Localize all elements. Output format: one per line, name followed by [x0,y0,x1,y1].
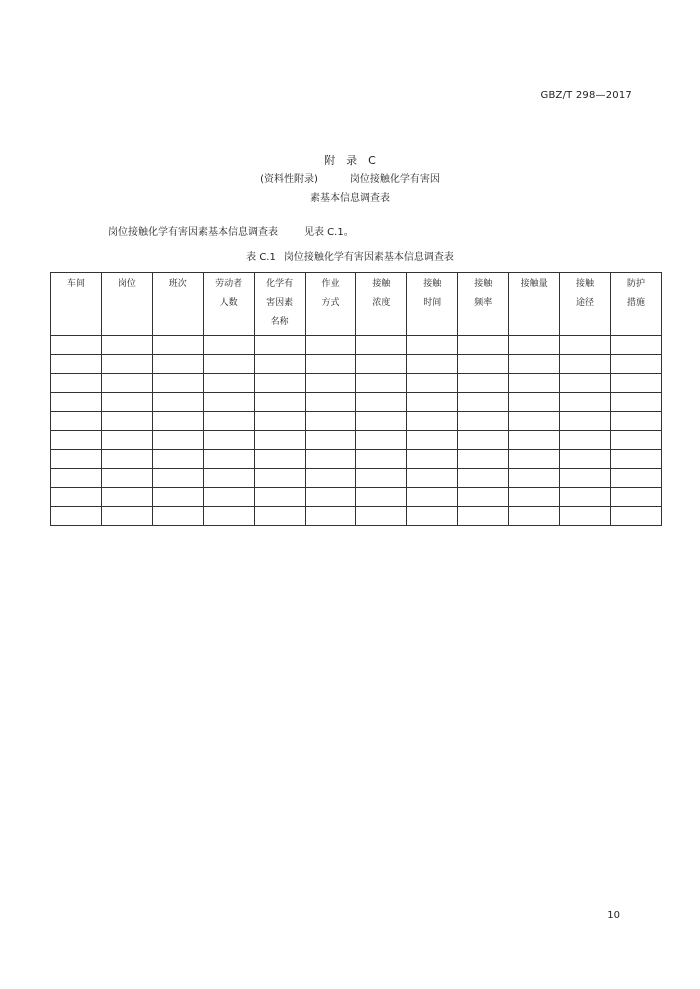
table-cell [356,450,407,469]
header-cell: 接触 频率 [458,273,509,336]
table-cell [509,450,560,469]
table-cell [254,374,305,393]
table-cell [509,355,560,374]
page-number: 10 [607,910,620,921]
table-cell [101,488,152,507]
table-cell [305,355,356,374]
table-row [51,336,662,355]
table-cell [305,431,356,450]
table-cell [560,412,611,431]
table-cell [509,412,560,431]
table-cell [305,507,356,526]
table-cell [407,412,458,431]
header-cell: 车间 [51,273,102,336]
table-cell [152,507,203,526]
table-cell [458,450,509,469]
table-cell [560,488,611,507]
table-cell [407,488,458,507]
table-cell [152,469,203,488]
survey-table [50,272,662,526]
table-cell [203,488,254,507]
table-cell [254,450,305,469]
table-cell [509,488,560,507]
table-row [51,450,662,469]
table-cell [305,488,356,507]
table-cell [610,507,661,526]
table-cell [305,336,356,355]
table-cell [458,393,509,412]
table-cell [51,488,102,507]
table-caption [0,248,700,263]
table-cell [152,450,203,469]
table-cell [254,412,305,431]
table-cell [407,469,458,488]
header-cell: 接触 途径 [560,273,611,336]
table-cell [152,336,203,355]
table-cell [152,431,203,450]
table-cell [560,355,611,374]
table-cell [356,355,407,374]
table-cell [51,469,102,488]
table-body [51,336,662,526]
table-cell [509,507,560,526]
table-cell [51,431,102,450]
table-cell [305,450,356,469]
table-cell [356,336,407,355]
table-cell [305,393,356,412]
table-cell [101,355,152,374]
table-cell [356,374,407,393]
table-cell [407,393,458,412]
table-cell [610,393,661,412]
table-cell [610,412,661,431]
table-cell [101,374,152,393]
annex-name-part1: 岗位接触化学有害因 [349,174,440,185]
table-cell [407,374,458,393]
table-row [51,431,662,450]
table-cell [610,431,661,450]
table-cell [101,450,152,469]
table-cell [458,488,509,507]
table-cell [560,507,611,526]
header-cell: 接触量 [509,273,560,336]
table-caption-number: 表 C.1 [246,252,276,263]
table-cell [101,431,152,450]
table-cell [51,374,102,393]
table-cell [356,412,407,431]
standard-code: GBZ/T 298—2017 [540,90,632,101]
table-cell [560,450,611,469]
table-cell [152,488,203,507]
table-cell [610,450,661,469]
table-cell [458,412,509,431]
table-cell [254,469,305,488]
table-cell [509,393,560,412]
header-cell: 劳动者 人数 [203,273,254,336]
table-cell [51,393,102,412]
table-row [51,393,662,412]
header-cell: 接触 时间 [407,273,458,336]
table-cell [560,431,611,450]
table-cell [509,374,560,393]
table-cell [203,507,254,526]
table-cell [458,355,509,374]
table-cell [458,507,509,526]
header-cell: 化学有 害因素 名称 [254,273,305,336]
table-row [51,507,662,526]
annex-name-part2: 素基本信息调查表 [310,193,390,204]
table-cell [51,355,102,374]
table-cell [610,374,661,393]
table-row [51,412,662,431]
table-cell [356,507,407,526]
table-row [51,469,662,488]
table-cell [509,469,560,488]
table-cell [254,488,305,507]
table-caption-title: 岗位接触化学有害因素基本信息调查表 [283,252,454,263]
table-cell [458,431,509,450]
table-row [51,374,662,393]
table-cell [101,507,152,526]
table-cell [203,374,254,393]
table-cell [203,450,254,469]
table-cell [356,488,407,507]
annex-title: 附 录 C [324,154,376,167]
table-cell [407,450,458,469]
paragraph-text: 岗位接触化学有害因素基本信息调查表 [108,227,278,238]
header-cell: 班次 [152,273,203,336]
table-row [51,355,662,374]
table-cell [101,469,152,488]
table-cell [407,355,458,374]
table-cell [305,412,356,431]
intro-paragraph [108,223,354,238]
table-cell [203,431,254,450]
table-cell [610,469,661,488]
table-cell [203,412,254,431]
table-cell [610,336,661,355]
table-header-row [51,273,662,336]
table-cell [560,469,611,488]
table-cell [458,469,509,488]
annex-type: (资料性附录) [260,174,318,185]
table-cell [560,393,611,412]
table-cell [509,336,560,355]
table-cell [610,488,661,507]
table-cell [356,431,407,450]
table-cell [203,469,254,488]
annex-subtitle [0,170,700,185]
header-cell: 作业 方式 [305,273,356,336]
table-cell [152,412,203,431]
table-row [51,488,662,507]
header-cell: 接触 浓度 [356,273,407,336]
table-cell [509,431,560,450]
table-cell [152,393,203,412]
table-cell [305,374,356,393]
paragraph-reference: 见表 C.1。 [304,227,354,238]
table-cell [254,393,305,412]
table-cell [356,393,407,412]
table-cell [152,374,203,393]
table-cell [51,336,102,355]
header-cell: 防护 措施 [610,273,661,336]
header-cell: 岗位 [101,273,152,336]
table-cell [203,336,254,355]
table-cell [458,374,509,393]
table-cell [51,507,102,526]
table-cell [101,336,152,355]
table-cell [203,393,254,412]
table-cell [203,355,254,374]
table-cell [407,507,458,526]
table-cell [254,507,305,526]
table-cell [610,355,661,374]
table-cell [101,412,152,431]
table-cell [407,431,458,450]
table-cell [254,355,305,374]
table-cell [51,450,102,469]
table-cell [51,412,102,431]
table-cell [254,336,305,355]
table-cell [560,374,611,393]
table-cell [407,336,458,355]
table-cell [560,336,611,355]
table-cell [458,336,509,355]
table-cell [305,469,356,488]
table-cell [152,355,203,374]
table-cell [254,431,305,450]
table-cell [101,393,152,412]
table-cell [356,469,407,488]
